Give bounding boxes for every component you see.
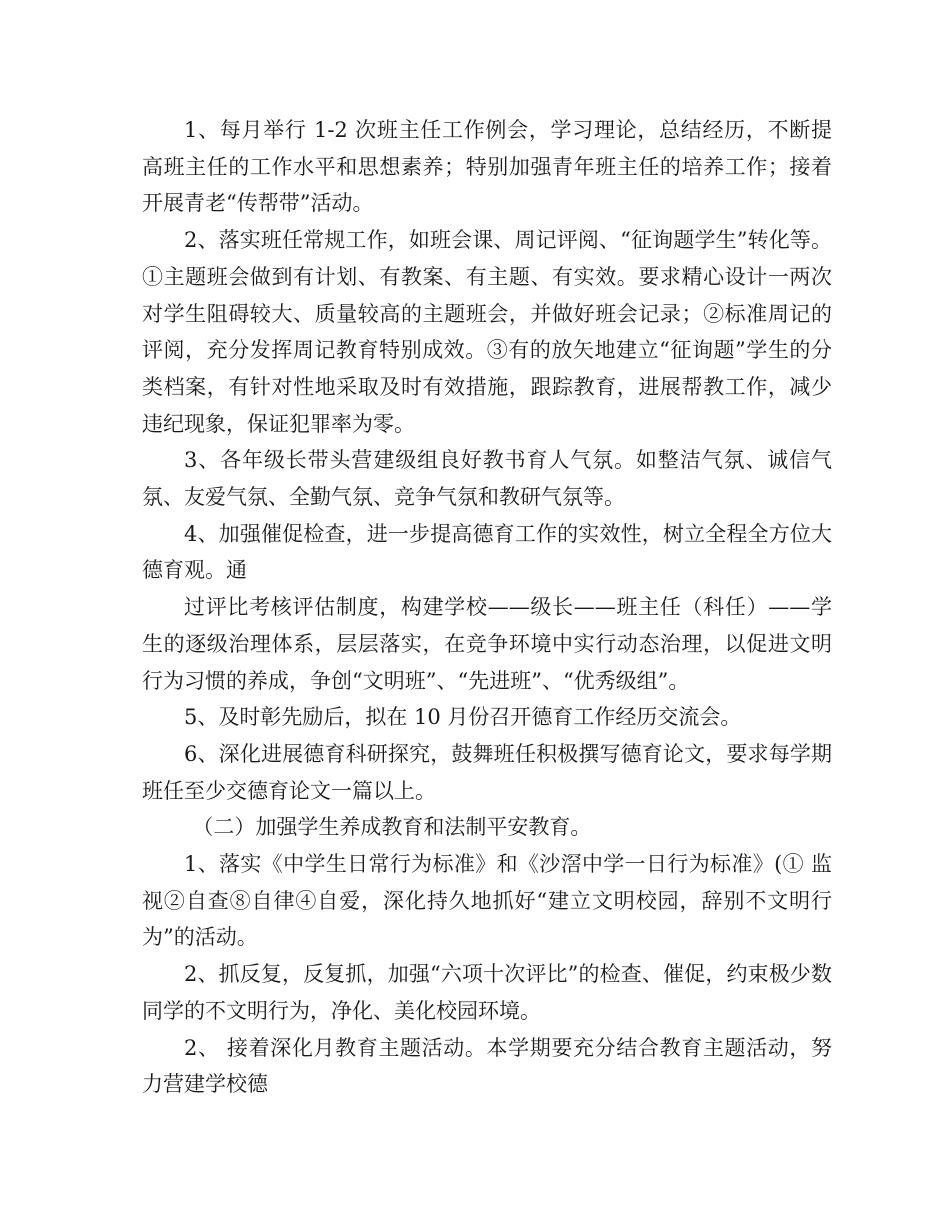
- paragraph-3: 3、各年级长带头营建级组良好教书育人气氛。如整洁气氛、诚信气氛、友爱气氛、全勤气氛、竞争气氛和教研气氛等。: [142, 448, 832, 510]
- paragraph-11: 2、 接着深化月教育主题活动。本学期要充分结合教育主题活动，努力营建学校德: [142, 1035, 832, 1097]
- paragraph-4: 4、加强催促检查，进一步提高德育工作的实效性，树立全程全方位大德育观。通: [142, 521, 832, 583]
- paragraph-9: 1、落实《中学生日常行为标准》和《沙滘中学一日行为标准》(① 监视②自查⑧自律④自爱，深化持久地抓好“建立文明校园，辞别不文明行为”的活动。: [142, 852, 832, 950]
- paragraph-7: 6、深化进展德育科研探究，鼓舞班任积极撰写德育论文，要求每学期班任至少交德育论文一篇以上。: [142, 741, 832, 803]
- paragraph-6: 5、及时彰先励后，拟在 10 月份召开德育工作经历交流会。: [184, 705, 742, 730]
- paragraph-10: 2、抓反复，反复抓，加强“六项十次评比”的检查、催促，约束极少数同学的不文明行为，净化、美化校园环境。: [142, 962, 832, 1023]
- paragraph-2: 2、落实班任常规工作，如班会课、周记评阅、“征询题学生”转化等。①主题班会做到有计划、有教案、有主题、有实效。要求精心设计一两次对学生阻碍较大、质量较高的主题班会，并做好班会记录；②标准周记的评阅，充分发挥周记教育特别成效。③有的放矢地建立“征询题”学生的分类档案，有针对性地采取及时有效措施，跟踪教育，进展帮教工作，减少违纪现象，保证犯罪率为零。: [142, 228, 832, 436]
- paragraph-1: 1、每月举行 1-2 次班主任工作例会，学习理论，总结经历，不断提高班主任的工作水平和思想素养；特别加强青年班主任的培养工作；接着开展青老“传帮带”活动。: [142, 118, 832, 216]
- document-body: [142, 112, 832, 1103]
- section-heading: （二）加强学生养成教育和法制平安教育。: [192, 815, 592, 840]
- paragraph-5: 过评比考核评估制度，构建学校——级长——班主任（科任）——学生的逐级治理体系，层层落实，在竞争环境中实行动态治理，以促进文明行为习惯的养成，争创“文明班”、“先进班”、“优秀级组”。: [142, 595, 832, 693]
